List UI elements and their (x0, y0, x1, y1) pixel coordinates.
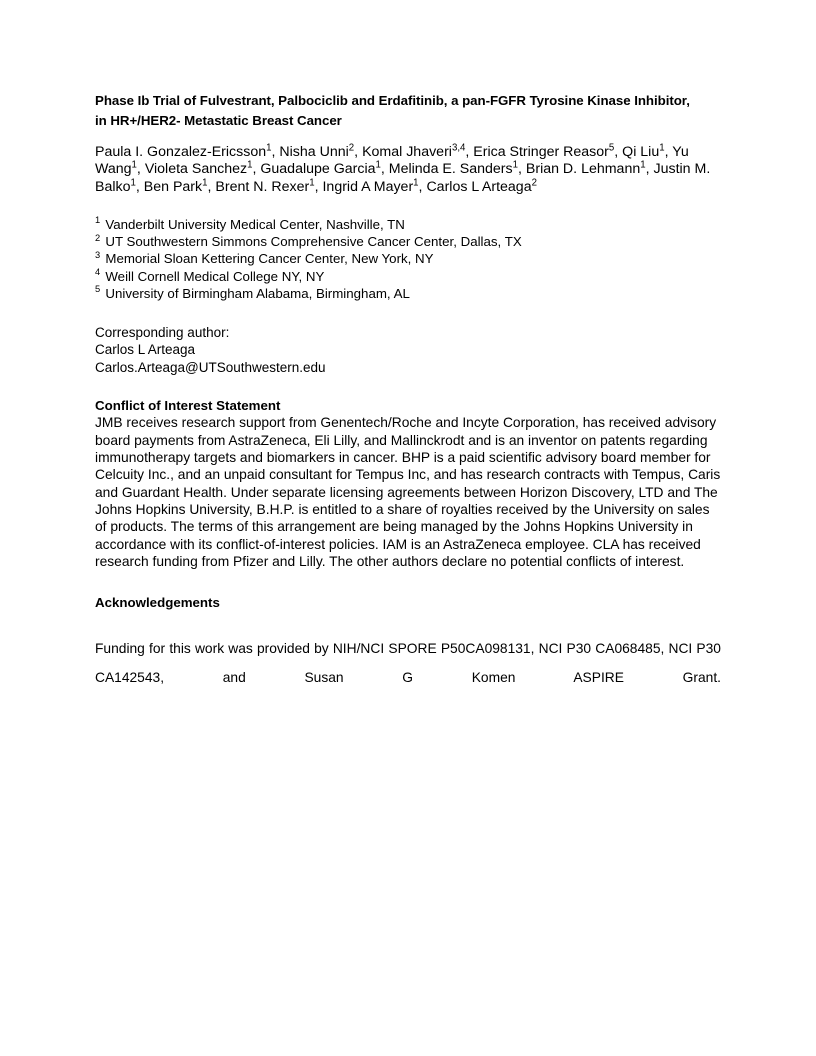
author-affiliation-marker: 5 (608, 142, 615, 154)
corresponding-author-email: Carlos.Arteaga@UTSouthwestern.edu (95, 359, 326, 375)
author-name: Melinda E. Sanders (388, 161, 513, 178)
corresponding-author-block (95, 302, 721, 376)
author-name: Nisha Unni (279, 144, 349, 160)
author-affiliation-marker: 1 (247, 159, 253, 171)
affiliation-text: University of Birmingham Alabama, Birmingham, AL (101, 285, 410, 301)
author-affiliation-marker: 2 (531, 176, 537, 188)
affiliation-item (95, 285, 721, 302)
author-name: Ben Park (143, 178, 203, 195)
author-affiliation-marker: 3,4 (451, 142, 466, 154)
document-content (95, 91, 721, 721)
affiliation-number: 3 (95, 249, 101, 260)
author-affiliation-marker: 1 (659, 142, 665, 154)
page-title: Phase Ib Trial of Fulvestrant, Palbociclib and Erdafitinib, a pan-FGFR Tyrosine Kinase Inhibitor, in HR+/HER2- Metastatic Breast Cancer (95, 93, 690, 128)
corresponding-author-label: Corresponding author: (95, 324, 230, 340)
author-name: Erica Stringer Reasor (473, 144, 609, 160)
affiliation-number: 4 (95, 267, 101, 278)
author-affiliation-marker: 1 (413, 176, 419, 188)
affiliation-text: UT Southwestern Simmons Comprehensive Cancer Center, Dallas, TX (101, 234, 522, 250)
author-name: Brian D. Lehmann (525, 161, 641, 178)
corresponding-author-name: Carlos L Arteaga (95, 342, 196, 358)
affiliation-item (95, 250, 721, 267)
author-name: Guadalupe Garcia (260, 161, 376, 178)
conflict-of-interest-heading: Conflict of Interest Statement (95, 397, 281, 413)
affiliation-item (95, 216, 721, 233)
affiliation-number: 5 (95, 284, 101, 295)
author-affiliation-marker: 1 (375, 159, 381, 171)
author-name: Paula I. Gonzalez-Ericsson (95, 144, 267, 160)
author-affiliation-marker: 1 (202, 176, 208, 188)
author-affiliation-marker: 1 (512, 159, 518, 171)
author-affiliation-marker: 2 (348, 142, 355, 154)
author-name: Violeta Sanchez (144, 161, 248, 178)
author-name: Komal Jhaveri (362, 144, 452, 160)
affiliation-text: Weill Cornell Medical College NY, NY (101, 268, 325, 284)
author-name: Carlos L Arteaga (426, 178, 532, 195)
author-name: Qi Liu (622, 144, 660, 160)
author-affiliation-marker: 1 (309, 176, 315, 188)
affiliation-item (95, 233, 721, 250)
author-affiliation-marker: 1 (130, 176, 136, 188)
affiliation-text: Memorial Sloan Kettering Cancer Center, New York, NY (101, 251, 434, 267)
author-affiliation-marker: 1 (640, 159, 646, 171)
author-affiliation-marker: 1 (131, 159, 137, 171)
author-affiliation-marker: 1 (266, 142, 272, 154)
author-name: Ingrid A Mayer (322, 178, 414, 195)
author-name: Brent N. Rexer (215, 178, 310, 195)
author-name: Justin M. Balko (95, 161, 711, 195)
author-list: Paula I. Gonzalez-Ericsson$^1$, Nisha Unni$^2$, Komal Jhaveri$^{3,4}$, Erica Stringer Reasor$^5$, Qi Liu$^1$, Yu Wang$^1$, Violeta Sanchez$^1$, Guadalupe Garcia$^1$, Melinda E. Sanders$^1$, Brian D. Lehmann$^1$, Justin M. Balko$^1$, Ben Park$^1$, Brent N. Rexer$^1$, Ingrid A Mayer$^1$, Carlos L Arteaga$^2$ (95, 142, 711, 195)
acknowledgements-body: Funding for this work was provided by NIH/NCI SPORE P50CA098131, NCI P30 CA068485, NCI P30 CA142543, and Susan G Komen ASPIRE Grant. (95, 640, 721, 685)
author-name: Yu Wang (95, 144, 689, 178)
affiliation-number: 1 (95, 215, 101, 226)
affiliation-text: Vanderbilt University Medical Center, Nashville, TN (101, 216, 405, 232)
conflict-of-interest-body: JMB receives research support from Genentech/Roche and Incyte Corporation, has received advisory board payments from AstraZeneca, Eli Lilly, and Mallinckrodt and is an inventor on patents regarding immunotherapy targets and biomarkers in cancer. BHP is a paid scientific advisory board member for Celcuity Inc., and an unpaid consultant for Tempus Inc, and has research contracts with Tempus, Caris and Guardant Health. Under separate licensing agreements between Horizon Discovery, LTD and The Johns Hopkins University, B.H.P. is entitled to a share of royalties received by the University on sales of products. The terms of this arrangement are being managed by the Johns Hopkins University in accordance with its conflict-of-interest policies. IAM is an AstraZeneca employee. CLA has received research funding from Pfizer and Lilly. The other authors declare no potential conflicts of interest. (95, 415, 721, 569)
affiliation-item (95, 268, 721, 285)
affiliation-number: 2 (95, 232, 101, 243)
affiliation-list (95, 196, 721, 302)
acknowledgements-heading: Acknowledgements (95, 595, 220, 611)
